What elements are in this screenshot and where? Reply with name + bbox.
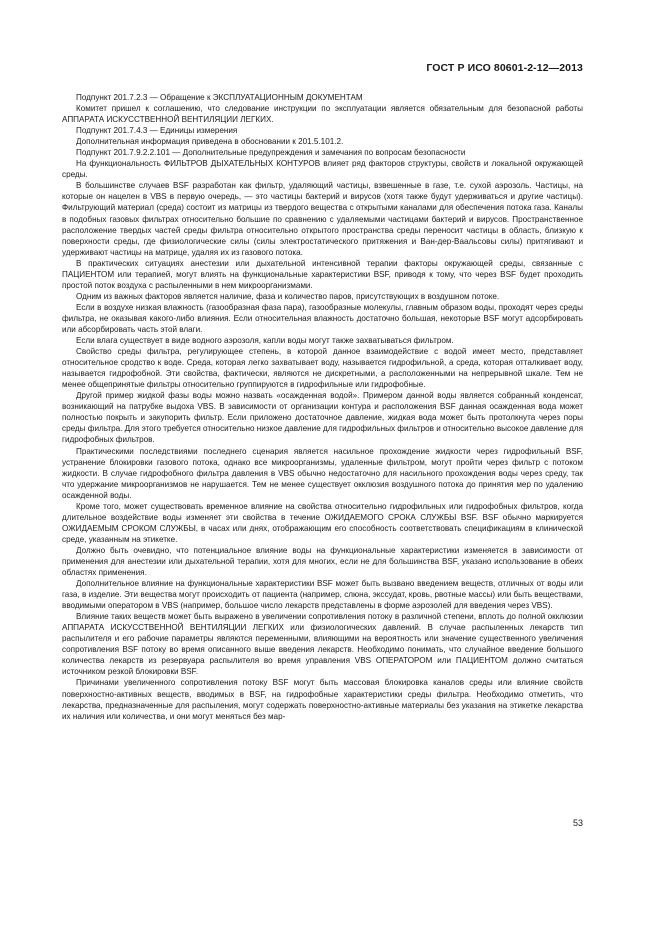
paragraph: В практических ситуациях анестезии или дыхательной интенсивной терапии факторы окружающей среды, связанные с ПАЦИЕНТОМ или терапией, могут влиять на функциональные характеристики BSF, приводя к тому, что через BSF будет проходить простой поток воздуха с распыленными в нем микроорганизмами. [62,258,583,290]
paragraph: Если влага существует в виде водного аэрозоля, капли воды могут также захватываться фильтром. [76,336,454,346]
page-header: ГОСТ Р ИСО 80601-2-12—2013 [426,62,583,74]
paragraph: Влияние таких веществ может быть выражено в увеличении сопротивления потоку в различной степени, вплоть до полной окклюзии АППАРАТА ИСКУССТВЕННОЙ ВЕНТИЛЯЦИИ ЛЕГКИХ или физиологических давлений. В случае распыленных лекарств тип распылителя и его рабочие параметры являются переменными, влияющими на вероятность или значение существенного увеличения сопротивления BSF потоку во время описанного выше введения лекарств. Необходимо понимать, что случайное введение большого количества лекарств из резервуара распылителя во время управления VBS ОПЕРАТОРОМ или ПАЦИЕНТОМ должно считаться источником резкой блокировки BSF. [62,612,583,677]
paragraph: Практическими последствиями последнего сценария является насильное прохождение жидкости через гидрофильный BSF, устранение блокировки газового потока, однако все микроорганизмы, удаленные фильтром, могут пройти через фильтр с потоком жидкости. В случае гидрофобного фильтра давления в VBS обычно недостаточно для насильного прохождения воды через среду, так что удержание микроорганизмов не нарушается. Тем не менее существует окклюзия воздушного потока до принятия мер по удалению осажденной воды. [62,446,583,500]
paragraph: Одним из важных факторов является наличие, фаза и количество паров, присутствующих в воздушном потоке. [76,291,500,301]
paragraph: Должно быть очевидно, что потенциальное влияние воды на функциональные характеристики изменяется в зависимости от применения для анестезии или дыхательной терапии, хотя для многих, если не для большинства BSF, указано использование в обеих областях применения. [62,545,583,578]
paragraph: Свойство среды фильтра, регулирующее степень, в которой данное взаимодействие с водой имеет место, представляет относительное сродство к воде. Среда, которая легко захватывает воду, называется гидрофильной, а среда, которая отталкивает воду, называется гидрофобной. Эти свойства, фактически, являются не дискретными, а расположенными на непрерывной шкале. Тем не менее общепринятые фильтры относительно группируются в гидрофильные или гидрофобные. [62,347,583,390]
paragraph: Причинами увеличенного сопротивления потоку BSF могут быть массовая блокировка каналов среды или влияние свойств поверхностно-активных веществ, вводимых в BSF, на гидрофобные характеристики среды фильтра. Необходимо отметить, что лекарства, предназначенные для распыления, могут содержать поверхностно-активные материалы без указания на этикетке лекарства их наличия или количества, и они могут меняться без мар- [62,678,583,721]
document-body [62,92,583,722]
paragraph: Дополнительная информация приведена в обосновании к 201.5.101.2. [76,137,344,147]
paragraph: Комитет пришел к соглашению, что следование инструкции по эксплуатации является обязательным для безопасной работы АППАРАТА ИСКУССТВЕННОЙ ВЕНТИЛЯЦИИ ЛЕГКИХ. [62,104,583,125]
page-number: 53 [572,818,583,828]
paragraph: Если в воздухе низкая влажность (газообразная фаза пара), газообразные молекулы, главным образом воды, проходят через среды фильтра, не оказывая какого-либо влияния. Если относительная влажность достаточно большая, некоторые BSF могут адсорбировать или абсорбировать часть этой влаги. [62,302,583,334]
paragraph: Другой пример жидкой фазы воды можно назвать «осажденная водой». Примером данной воды является собранный конденсат, возникающий на патрубке выдоха VBS. В зависимости от организации контура и расположения BSF данная осажденная вода может полностью покрыть и закупорить фильтр. Если приложено достаточное давление, жидкая вода может быть протолкнута через поры среды фильтра. Для этого требуется относительно низкое давление для гидрофильных фильтров и относительно высокое давление для гидрофобных фильтров. [62,391,583,445]
paragraph-subclause-201-7-4-3: Подпункт 201.7.4.3 — Единицы измерения [76,126,238,136]
paragraph: В большинстве случаев BSF разработан как фильтр, удаляющий частицы, взвешенные в газе, т.е. сухой аэрозоль. Частицы, на которые он нацелен в VBS в первую очередь, — это частицы бактерий и вирусов (хотя также будут удерживаться и другие частицы). Фильтрующий материал (среда) состоит из матрицы из твердого вещества с открытыми каналами для обеспечения потока газа. Каналы в подобных газовых фильтрах относительно большие по сравнению с удаляемыми частицами бактерий и вирусов. Пространственное расположение твердых частей среды фильтра относительно открытого пространства среды переносит частицы в область, близкую к поверхности среды, где физиологические силы (силы электростатического притяжения и Ван-дер-Ваальсовы силы) притягивают и удерживают частицы на матрице, удаляя их из газового потока. [62,181,583,257]
paragraph: Кроме того, может существовать временное влияние на свойства относительно гидрофильных или гидрофобных фильтров, когда длительное воздействие воды изменяет эти свойства в течение ОЖИДАЕМОГО СРОКА СЛУЖБЫ BSF. BSF обычно маркируется ОЖИДАЕМЫМ СРОКОМ СЛУЖБЫ, в часах или днях, отображающим его способность соответствовать спецификациям в клинической среде, указанным на этикетке. [62,501,583,544]
paragraph: На функциональность ФИЛЬТРОВ ДЫХАТЕЛЬНЫХ КОНТУРОВ влияет ряд факторов структуры, свойств и локальной окружающей среды. [62,159,583,180]
paragraph: Дополнительное влияние на функциональные характеристики BSF может быть вызвано введением веществ, отличных от воды или газа, в изделие. Эти вещества могут происходить от пациента (например, слюна, экссудат, кровь, рвотные массы) или быть веществами, вводимыми оператором в VBS (например, большое число лекарств представлены в форме аэрозолей для введения через VBS). [62,579,583,611]
paragraph-subclause-201-7-9-2-2-101: Подпункт 201.7.9.2.2.101 — Дополнительные предупреждения и замечания по вопросам безопасности [76,148,466,158]
paragraph-subclause-201-7-2-3: Подпункт 201.7.2.3 — Обращение к ЭКСПЛУАТАЦИОННЫМ ДОКУМЕНТАМ [76,93,363,102]
